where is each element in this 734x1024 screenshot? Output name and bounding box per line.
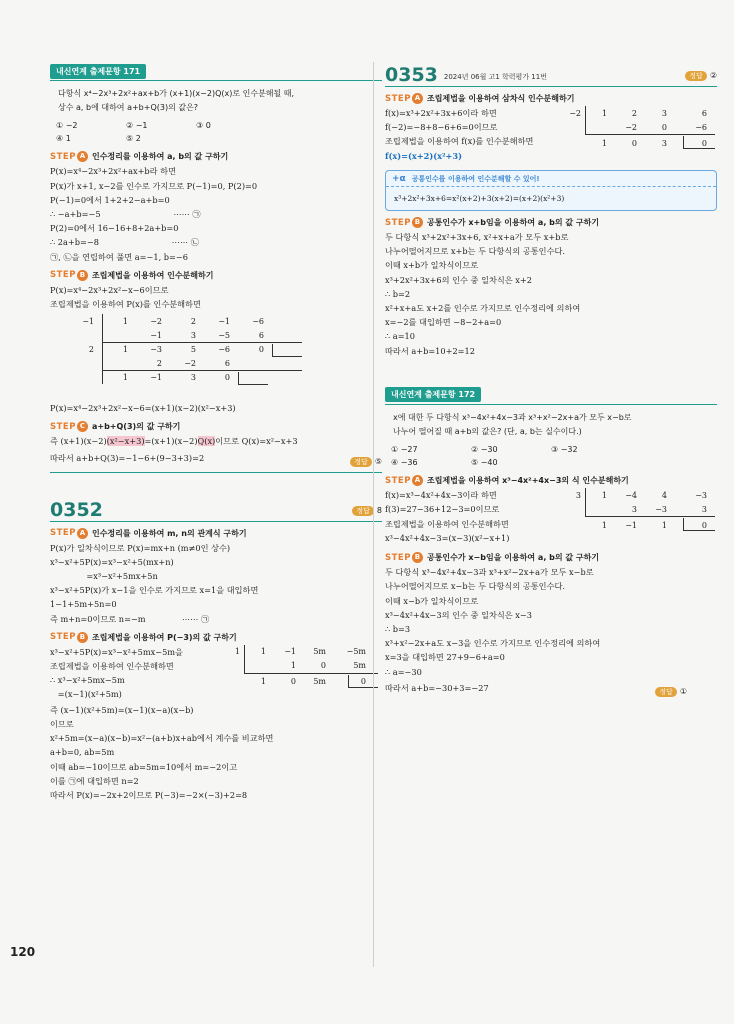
text-span: =(x+1)(x−2)	[144, 436, 198, 447]
solution-line: P(x)=x⁴−2x³+2x²−x−6=(x+1)(x−2)(x²−x+3)	[50, 403, 236, 414]
synth-cell: 1	[122, 372, 128, 382]
step-b-header	[50, 632, 382, 643]
answer-value: ②	[709, 71, 717, 80]
step-letter: A	[77, 151, 88, 162]
synth-cell: −3	[150, 344, 162, 354]
solution-line: 조립제법을 이용하여 인수분해하면	[385, 518, 509, 529]
solution-line: 따라서 a+b=10+2=12	[385, 345, 475, 356]
synth-cell: −1	[284, 647, 296, 657]
solution-line: ∴ −a+b=−5 ⋯⋯ ㉠	[50, 209, 201, 220]
choices	[391, 443, 717, 469]
step-letter: B	[77, 270, 88, 281]
solution-line: =(x−1)(x²+5m)	[50, 689, 122, 700]
answer-badge	[352, 498, 382, 517]
synth-cell: −1	[150, 330, 162, 340]
highlight: Q(x)	[197, 436, 216, 447]
synth-cell: 0	[320, 661, 326, 671]
solution-line: x³−x²+5P(x)가 x−1을 인수로 가지므로 x=1을 대입하면	[50, 585, 259, 596]
synth-cell: −2	[569, 108, 581, 118]
solution-line: 이므로	[50, 719, 74, 730]
solution-line: x³−x²+5P(x)=x³−x²+5mx−5m을	[50, 646, 183, 657]
solution-line: x=3을 대입하면 27+9−6+a=0	[385, 652, 505, 663]
synth-cell: 1	[601, 490, 607, 500]
step-a-header	[385, 93, 717, 104]
solution-line: 이를 ㉠에 대입하면 n=2	[50, 775, 139, 786]
solution-line: 이때 x+b가 일차식이므로	[385, 260, 479, 271]
step-label: STEP	[50, 421, 76, 432]
solution-line: x³+2x²+3x+6의 인수 중 일차식은 x+2	[385, 274, 532, 285]
step-title: 인수정리를 이용하여 m, n의 관계식 구하기	[91, 528, 247, 538]
synth-cell: 1	[122, 344, 128, 354]
solution-line: P(x)=x⁴−2x³+2x²−x−6이므로	[50, 284, 169, 295]
answer-value: ①	[679, 686, 687, 696]
answer-badge	[350, 449, 382, 468]
synth-cell: 2	[88, 344, 94, 354]
synthetic-division-table	[50, 314, 382, 398]
step-label: STEP	[50, 151, 76, 162]
solution-line: x³+x²−2x+a도 x−3을 인수로 가지므로 인수정리에 의하여	[385, 638, 601, 649]
synth-cell: −2	[625, 122, 637, 132]
solution-line: f(−2)=−8+8−6+6=0이므로	[385, 122, 498, 133]
synth-cell: −3	[695, 490, 707, 500]
choice: ③ 0	[196, 121, 211, 131]
step-a-block	[385, 106, 717, 164]
solution-line: 두 다항식 x³+2x²+3x+6, x²+x+a가 모두 x+b로	[385, 232, 569, 242]
synth-cell: −2	[150, 316, 162, 326]
synthetic-division-table	[565, 106, 715, 162]
synth-cell: 5m	[313, 677, 326, 687]
column-divider	[373, 62, 374, 967]
step-a-text	[385, 488, 509, 545]
choice: ④ 1	[56, 134, 71, 144]
solution-line: P(2)=0에서 16−16+8+2a+b=0	[50, 223, 179, 234]
synth-cell: −4	[625, 490, 637, 500]
solution-line: x³−4x²+4x−3=(x−3)(x²−x+1)	[385, 532, 510, 543]
synth-cell: 0	[701, 138, 707, 148]
step-title: 인수정리를 이용하여 a, b의 값 구하기	[91, 152, 229, 162]
solution-line: 나누어떨어지므로 x−b는 두 다항식의 공통인수다.	[385, 581, 566, 592]
step-title: a+b+Q(3)의 값 구하기	[91, 422, 181, 432]
solution-line: 즉 (x−1)(x²+5m)=(x−1)(x−a)(x−b)	[50, 704, 194, 715]
solution-line: 조립제법을 이용하여 인수분해하면	[50, 661, 174, 672]
problem-172-header	[385, 386, 717, 405]
choice: ④ −36	[391, 458, 418, 468]
step-label: STEP	[50, 632, 76, 643]
step-title: 조립제법을 이용하여 x³−4x²+4x−3의 식 인수분해하기	[426, 476, 629, 486]
problem-source: 2024년 06월 고1 학력평가 11번	[443, 73, 547, 81]
step-b-after	[50, 703, 382, 802]
solution-line: ∴ a=−30	[385, 666, 422, 677]
highlight: (x²−x+3)	[106, 436, 145, 447]
step-label: STEP	[50, 528, 76, 539]
synth-cell: 2	[190, 316, 196, 326]
solution-line: 따라서 a+b=−30+3=−27	[385, 683, 489, 694]
choice: ⑤ −40	[471, 458, 498, 468]
synth-cell: −1	[150, 372, 162, 382]
text-span: 즉 (x+1)(x−2)	[50, 436, 107, 447]
step-b-body	[385, 565, 717, 698]
answer-label: 정답	[655, 687, 677, 697]
synth-cell: 0	[701, 520, 707, 530]
synth-cell: 3	[190, 330, 196, 340]
synth-cell: −1	[218, 316, 230, 326]
question-line: 다항식 x⁴−2x³+2x²+ax+b가 (x+1)(x−2)Q(x)로 인수분해될 때,	[58, 89, 295, 98]
step-a-text	[385, 106, 533, 163]
synth-cell: −2	[184, 358, 196, 368]
step-letter: B	[412, 217, 423, 228]
synth-cell: 5m	[353, 661, 366, 671]
solution-line: 조립제법을 이용하여 P(x)를 인수분해하면	[50, 299, 201, 310]
choice: ⑤ 2	[126, 134, 141, 144]
synth-cell: −1	[82, 316, 94, 326]
solution-line: 두 다항식 x³−4x²+4x−3과 x³+x²−2x+a가 모두 x−b로	[385, 567, 594, 578]
tip-title: 공통인수를 이용하여 인수분해할 수 있어!	[411, 174, 540, 183]
right-column	[385, 62, 717, 698]
problem-171-header	[50, 62, 382, 81]
step-title: 공통인수가 x−b임을 이용하여 a, b의 값 구하기	[426, 553, 600, 563]
synth-cell: 1	[234, 647, 240, 657]
step-letter: A	[77, 528, 88, 539]
step-a-header	[50, 528, 382, 539]
step-title: 조립제법을 이용하여 인수분해하기	[91, 270, 214, 280]
answer-label: 정답	[352, 506, 374, 516]
step-letter: A	[412, 93, 423, 104]
solution-line: ㉠, ㉡을 연립하여 풀면 a=−1, b=−6	[50, 251, 188, 262]
solution-line: 이때 ab=−10이므로 ab=5m=10에서 m=−2이고	[50, 761, 238, 772]
synth-cell: 3	[701, 504, 707, 514]
step-label: STEP	[385, 93, 411, 104]
step-label: STEP	[385, 217, 411, 228]
step-b-header	[385, 217, 717, 228]
plus-alpha-icon: +α	[392, 173, 406, 184]
synth-cell: 3	[190, 372, 196, 382]
solution-line: P(−1)=0에서 1+2+2−a+b=0	[50, 194, 170, 205]
synth-cell: 6	[224, 358, 230, 368]
synth-cell: 1	[260, 647, 266, 657]
solution-line: x²+5m=(x−a)(x−b)=x²−(a+b)x+ab에서 계수를 비교하면	[50, 733, 274, 744]
synth-cell: −1	[625, 520, 637, 530]
step-b-header	[50, 270, 382, 281]
synth-cell: −6	[695, 122, 707, 132]
solution-line	[50, 434, 382, 448]
choices	[56, 119, 382, 145]
synthetic-division-table	[565, 488, 715, 544]
solution-line: x³−x²+5P(x)=x³−x²+5(mx+n)	[50, 556, 174, 567]
solution-line: 조립제법을 이용하여 f(x)를 인수분해하면	[385, 136, 534, 147]
tip-box	[385, 170, 717, 211]
solution-line: 나누어떨어지므로 x+b는 두 다항식의 공통인수다.	[385, 246, 566, 257]
step-title: 조립제법을 이용하여 P(−3)의 값 구하기	[91, 632, 237, 642]
solution-line: f(x)=x³−4x²+4x−3이라 하면	[385, 490, 497, 501]
synth-cell: 3	[631, 504, 637, 514]
problem-heading	[385, 64, 547, 86]
step-b-block	[50, 645, 382, 703]
synth-cell: −5m	[346, 647, 366, 657]
synth-cell: 1	[260, 677, 266, 687]
solution-line: 1−1+5m+5n=0	[50, 599, 117, 610]
synth-cell: −6	[252, 316, 264, 326]
choice: ① −27	[391, 445, 418, 455]
synth-cell: 0	[290, 677, 296, 687]
solution-line: ∴ 2a+b=−8 ⋯⋯ ㉡	[50, 237, 199, 248]
choice: ③ −32	[551, 445, 578, 455]
step-label: STEP	[50, 270, 76, 281]
problem-353-header	[385, 62, 717, 87]
step-a-header	[50, 151, 382, 162]
synth-cell: 0	[224, 372, 230, 382]
step-a-body	[50, 164, 382, 263]
step-b-body	[385, 230, 717, 358]
answer-label: 정답	[685, 71, 707, 81]
answer-value: ⑤	[374, 456, 382, 466]
synth-cell: 0	[258, 344, 264, 354]
solution-line: a+b=0, ab=5m	[50, 747, 115, 758]
final-answer-row	[385, 679, 717, 698]
solution-line: 즉 m+n=0이므로 n=−m ⋯⋯ ㉠	[50, 613, 210, 624]
synth-cell: 0	[631, 138, 637, 148]
question-line: 상수 a, b에 대하여 a+b+Q(3)의 값은?	[58, 103, 199, 113]
step-a-header	[385, 475, 717, 486]
step-letter: A	[412, 475, 423, 486]
tip-header	[386, 171, 716, 187]
left-column	[50, 62, 382, 802]
final-answer-row	[50, 449, 382, 473]
choice: ② −1	[126, 121, 148, 131]
solution-line: ∴ b=3	[385, 624, 411, 635]
problem-171-tag: 내신연계 출제문항 171	[50, 64, 146, 79]
answer-label: 정답	[350, 457, 372, 467]
step-letter: B	[412, 552, 423, 563]
synth-cell: 5	[190, 344, 196, 354]
tip-body: x³+2x²+3x+6=x²(x+2)+3(x+2)=(x+2)(x²+3)	[394, 194, 565, 203]
synth-cell: 1	[661, 520, 667, 530]
page-number: 120	[10, 945, 36, 959]
synth-cell: 3	[661, 138, 667, 148]
step-label: STEP	[385, 552, 411, 563]
step-c-header	[50, 421, 382, 432]
synth-cell: 1	[601, 520, 607, 530]
solution-line: x²+x+a도 x+2를 인수로 가지므로 인수정리에 의하여	[385, 303, 581, 314]
step-title: 조립제법을 이용하여 삼차식 인수분해하기	[426, 94, 575, 103]
synth-cell: −3	[655, 504, 667, 514]
question-line: 나누어 떨어질 때 a+b의 값은? (단, a, b는 실수이다.)	[393, 427, 582, 437]
answer-value: 8	[376, 505, 382, 515]
choice: ① −2	[56, 121, 78, 131]
synth-cell: −5	[218, 330, 230, 340]
step-b-header	[385, 552, 717, 563]
synth-cell: 3	[575, 490, 581, 500]
synth-cell: −6	[218, 344, 230, 354]
problem-number: 0352	[50, 498, 103, 521]
synth-cell: 1	[601, 108, 607, 118]
choice: ② −30	[471, 445, 498, 455]
solution-line: x³−4x²+4x−3의 인수 중 일차식은 x−3	[385, 609, 532, 620]
step-a-body	[50, 541, 382, 626]
step-letter: B	[77, 632, 88, 643]
solution-line: P(x)=x⁴−2x³+2x²+ax+b라 하면	[50, 166, 177, 177]
synth-cell: 3	[661, 108, 667, 118]
solution-line: P(x)가 일차식이므로 P(x)=mx+n (m≠0인 상수)	[50, 542, 231, 553]
step-a-block	[385, 488, 717, 546]
solution-line: P(x)가 x+1, x−2를 인수로 가지므로 P(−1)=0, P(2)=0	[50, 180, 258, 191]
problem-172-tag: 내신연계 출제문항 172	[385, 387, 481, 402]
synth-cell: 1	[290, 661, 296, 671]
synth-cell: 1	[122, 316, 128, 326]
answer-badge	[655, 679, 687, 698]
solution-line: ∴ b=2	[385, 288, 411, 299]
question-line: x에 대한 두 다항식 x³−4x²+4x−3과 x³+x²−2x+a가 모두 x−b로	[393, 412, 632, 422]
synthetic-division-table	[228, 645, 378, 701]
answer-badge	[685, 63, 717, 82]
synth-cell: 0	[661, 122, 667, 132]
synth-cell: 2	[631, 108, 637, 118]
solution-line: 따라서 a+b+Q(3)=−1−6+(9−3+3)=2	[50, 453, 205, 464]
synth-cell: 6	[701, 108, 707, 118]
synth-cell: 6	[258, 330, 264, 340]
solution-line: x=−2를 대입하면 −8−2+a=0	[385, 317, 502, 328]
solution-line: f(x)=(x+2)(x²+3)	[385, 150, 462, 161]
problem-352-header	[50, 497, 382, 522]
solution-line: ∴ x³−x²+5mx−5m	[50, 675, 125, 686]
solution-line: 이때 x−b가 일차식이므로	[385, 595, 479, 606]
step-b-text	[50, 645, 183, 702]
solution-line: f(x)=x³+2x²+3x+6이라 하면	[385, 108, 497, 118]
synth-cell: 4	[661, 490, 667, 500]
synth-cell: 5m	[313, 647, 326, 657]
synth-cell: 1	[601, 138, 607, 148]
text-span: 이므로 Q(x)=x²−x+3	[215, 436, 298, 447]
synth-cell: 0	[360, 677, 366, 687]
solution-line: f(3)=27−36+12−3=0이므로	[385, 504, 500, 515]
synth-cell: 2	[156, 358, 162, 368]
solution-line: 따라서 P(x)=−2x+2이므로 P(−3)=−2×(−3)+2=8	[50, 790, 248, 801]
solution-line: =x³−x²+5mx+5n	[50, 571, 158, 582]
step-letter: C	[77, 421, 88, 432]
step-label: STEP	[385, 475, 411, 486]
step-title: 공통인수가 x+b임을 이용하여 a, b의 값 구하기	[426, 218, 600, 227]
problem-number: 0353	[385, 64, 438, 86]
solution-line: ∴ a=10	[385, 331, 415, 342]
